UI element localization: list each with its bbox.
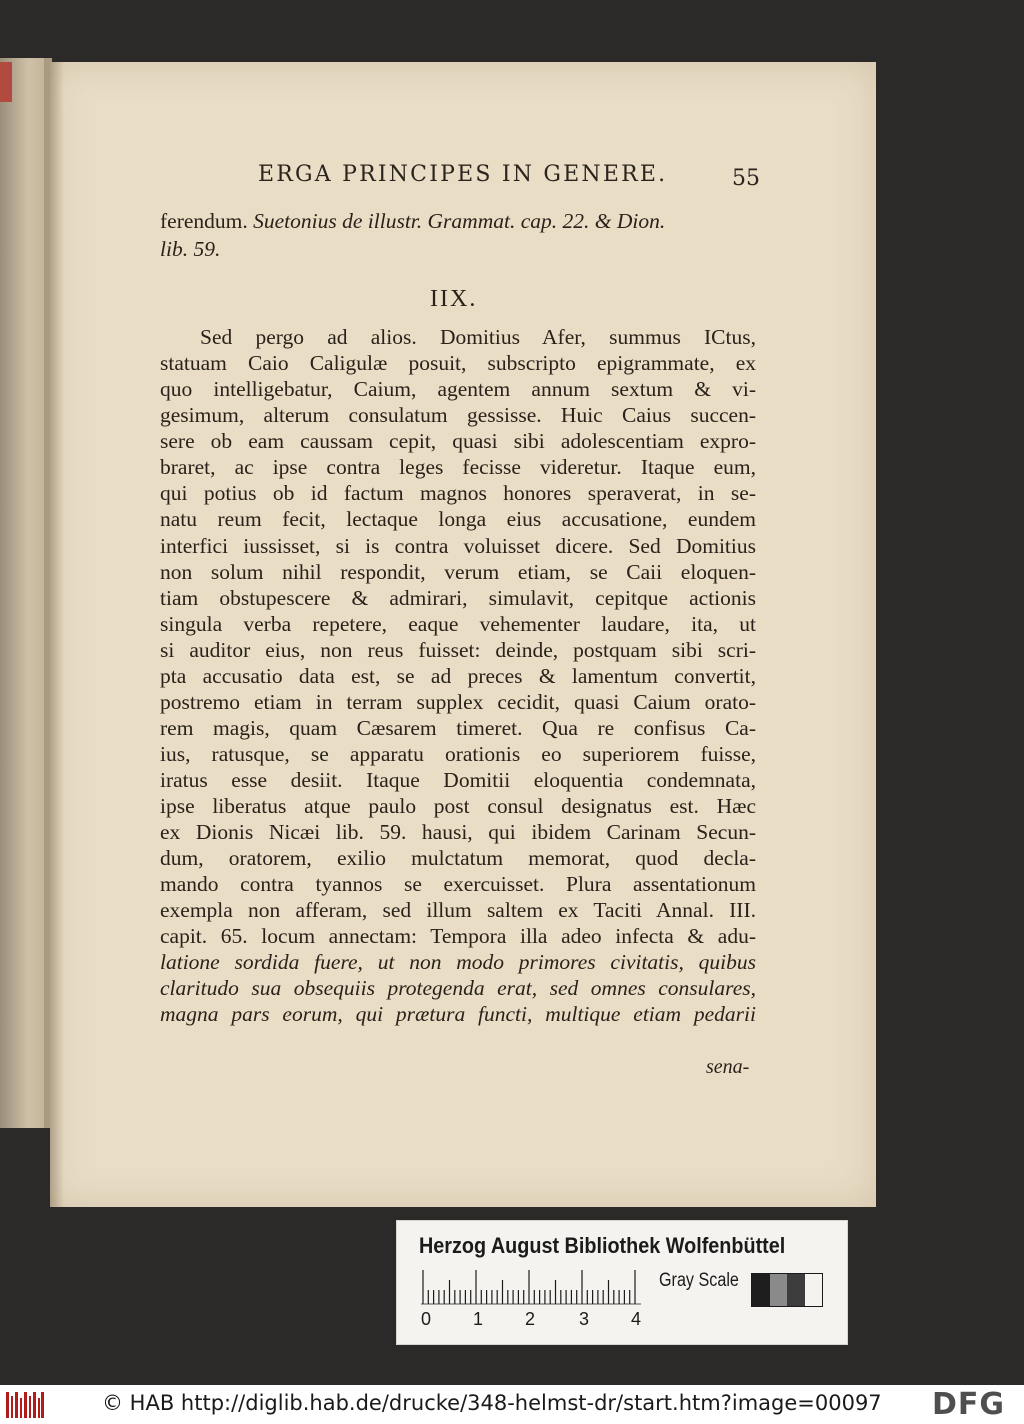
text-line: lib. 59.	[160, 237, 221, 261]
text-line: rem magis, quam Cæsarem timeret. Qua re confisus Ca-	[160, 716, 756, 740]
section-heading: IIX.	[430, 286, 478, 312]
card-title: Herzog August Bibliothek Wolfenbüttel	[419, 1233, 786, 1258]
page-number: 55	[732, 166, 760, 191]
running-head: ERGA PRINCIPES IN GENERE.	[258, 162, 668, 187]
text-line: ipse liberatus atque paulo post consul designatus est. Hæc	[160, 794, 756, 818]
text-line: magna pars eorum, qui prætura functi, multique etiam pedarii	[160, 1002, 756, 1026]
scale-numbers	[417, 1309, 657, 1333]
text-line: non solum nihil respondit, verum etiam, se Caii eloquen-	[160, 560, 756, 584]
text-line: dum, oratorem, exilio mulctatum memorat, quod decla-	[160, 846, 756, 870]
text-line: gesimum, alterum consulatum gessisse. Huic Caius succen-	[160, 403, 756, 427]
text-line: mando contra tyannos se exercuisset. Plura assentationum	[160, 872, 756, 896]
scale-ruler	[421, 1269, 641, 1305]
text-line: Sed pergo ad alios. Domitius Afer, summus ICtus,	[200, 325, 756, 349]
text-line: exempla non afferam, sed illum saltem ex Taciti Annal. III.	[160, 898, 756, 922]
text-line: ferendum. Suetonius de illustr. Grammat. cap. 22. & Dion.	[160, 209, 666, 233]
scale-number: 4	[631, 1309, 642, 1329]
text-line: ex Dionis Nicæi lib. 59. hausi, qui ibidem Carinam Secun-	[160, 820, 756, 844]
text-line: qui potius ob id factum magnos honores speraverat, in se-	[160, 481, 756, 505]
text-line: quo intelligebatur, Caium, agentem annum sextum & vi-	[160, 377, 756, 401]
dfg-logo: DFG	[932, 1387, 1006, 1422]
color-calibration-card	[396, 1220, 848, 1345]
gray-swatches	[751, 1273, 823, 1307]
text-line: ius, ratusque, se apparatu orationis eo superiorem fuisse,	[160, 742, 756, 766]
bookmark-tab	[0, 62, 12, 102]
text-line: natu reum fecit, lectaque longa eius accusatione, eundem	[160, 507, 756, 531]
copyright-link[interactable]: © HAB http://diglib.hab.de/drucke/348-helmst-dr/start.htm?image=00097	[102, 1391, 882, 1415]
text-line: postremo etiam in terram supplex cecidit, quasi Caium orato-	[160, 690, 756, 714]
swatch-black	[752, 1274, 770, 1306]
hab-barcode-icon	[6, 1392, 44, 1418]
text-line: capit. 65. locum annectam: Tempora illa adeo infecta & adu-	[160, 924, 756, 948]
scale-number: 3	[579, 1309, 590, 1329]
swatch-dark	[787, 1274, 805, 1306]
text-line: latione sordida fuere, ut non modo primores civitatis, quibus	[160, 950, 756, 974]
text-line: si auditor eius, non reus fuisset: deinde, postquam sibi scri-	[160, 638, 756, 662]
text-line: sere ob eam caussam cepit, quasi sibi adolescentiam expro-	[160, 429, 756, 453]
text-line: statuam Caio Caligulæ posuit, subscripto epigrammate, ex	[160, 351, 756, 375]
text-line: claritudo sua obsequiis protegenda erat, sed omnes consulares,	[160, 976, 756, 1000]
text-line: pta accusatio data est, se ad preces & lamentum convertit,	[160, 664, 756, 688]
gray-scale-label: Gray Scale	[659, 1270, 739, 1291]
scale-number: 1	[473, 1309, 484, 1329]
swatch-white	[805, 1274, 823, 1306]
footer-bar	[0, 1385, 1024, 1424]
text-line: braret, ac ipse contra leges fecisse videretur. Itaque eum,	[160, 455, 756, 479]
text-line: tiam obstupescere & admirari, simulavit, cepitque actionis	[160, 586, 756, 610]
text-line: iratus esse desiit. Itaque Domitii eloquentia condemnata,	[160, 768, 756, 792]
page-gutter	[50, 62, 64, 1207]
swatch-gray	[770, 1274, 788, 1306]
scale-number: 2	[525, 1309, 536, 1329]
text-line: singula verba repetere, eaque vehementer laudare, ita, ut	[160, 612, 756, 636]
catchword: sena-	[706, 1056, 750, 1078]
text-line: interfici iussisset, si is contra voluisset dicere. Sed Domitius	[160, 534, 756, 558]
scale-number: 0	[421, 1309, 432, 1329]
